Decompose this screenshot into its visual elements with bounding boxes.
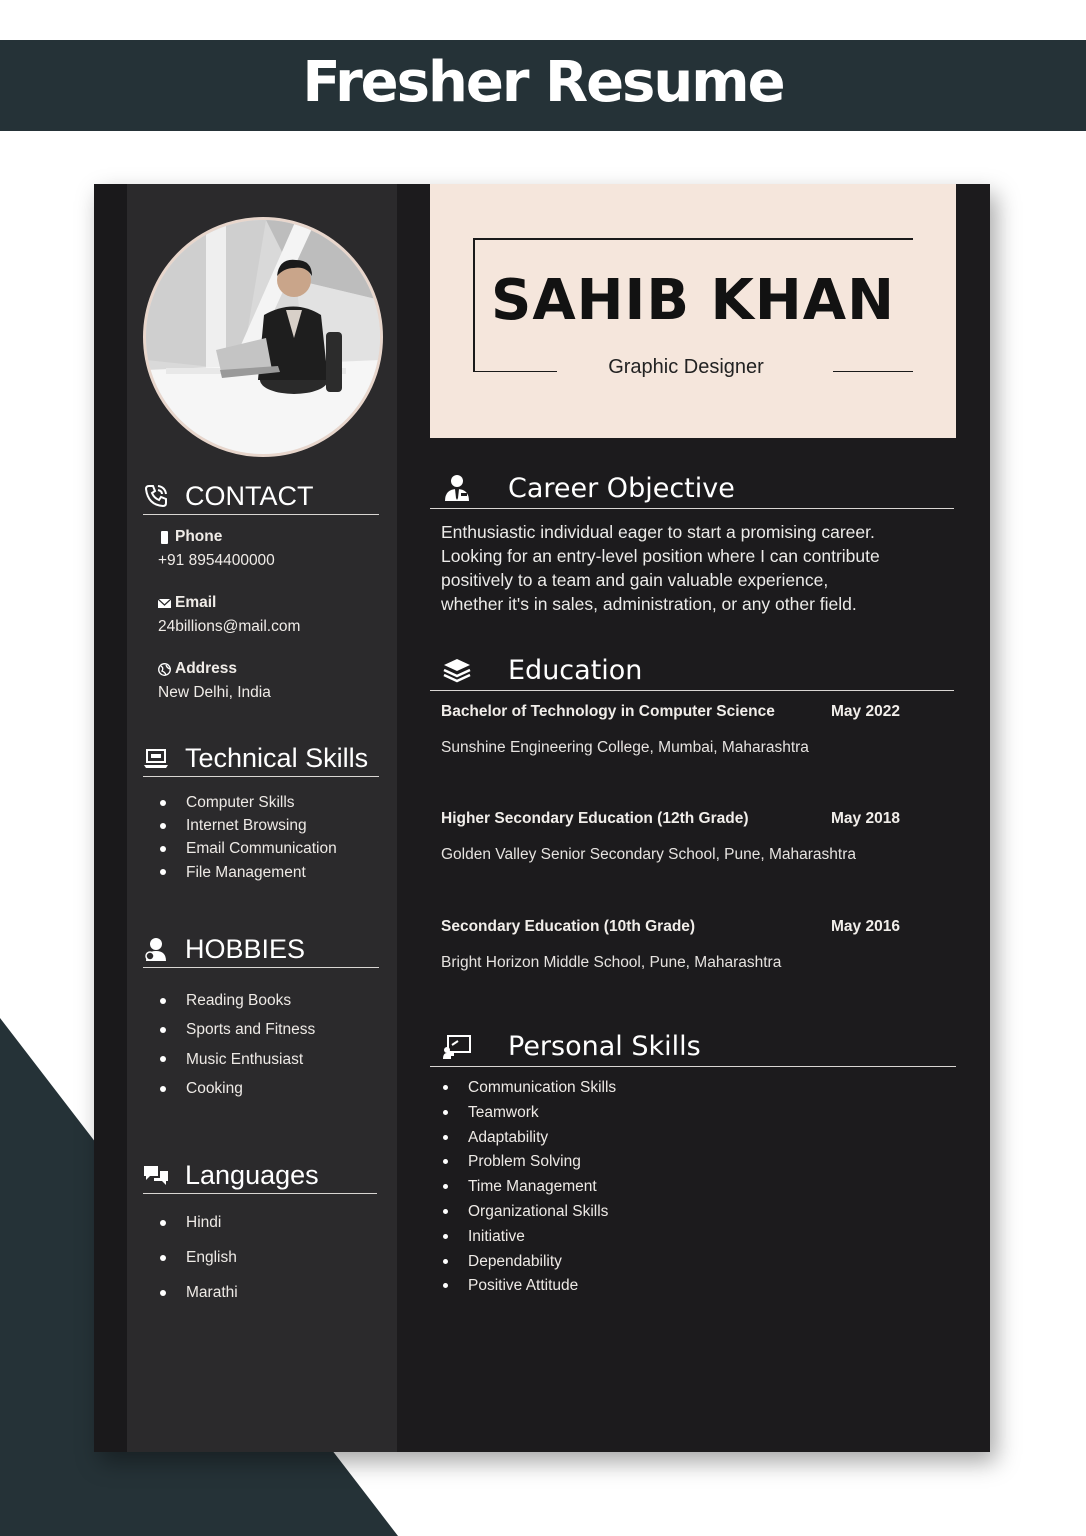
laptop-icon [143, 744, 173, 772]
objective-line: positively to a team and gain valuable experience, [441, 570, 829, 590]
objective-line: Looking for an entry-level position where I can contribute [441, 546, 880, 566]
contact-title: CONTACT [185, 480, 314, 511]
career-objective-text [441, 520, 941, 616]
personal-skills-title: Personal Skills [508, 1030, 701, 1062]
list-item: Email Communication [158, 837, 337, 860]
candidate-role: Graphic Designer [608, 356, 764, 378]
profile-photo [143, 217, 383, 457]
list-item: Sports and Fitness [158, 1015, 315, 1044]
education-date: May 2016 [831, 918, 900, 935]
contact-email [158, 594, 300, 636]
career-objective-heading [430, 468, 954, 509]
list-item: Music Enthusiast [158, 1045, 315, 1074]
personal-skills-list [440, 1077, 616, 1300]
phone-call-icon [143, 482, 173, 510]
contact-address [158, 660, 271, 702]
list-item: Initiative [440, 1226, 616, 1251]
list-item: Reading Books [158, 986, 315, 1015]
top-banner [0, 40, 1086, 131]
email-label: Email [175, 594, 217, 611]
technical-skills-title: Technical Skills [185, 742, 369, 773]
chat-bubbles-icon [143, 1161, 173, 1189]
candidate-name: SAHIB KHAN [490, 268, 896, 333]
hobbies-list [158, 986, 315, 1103]
list-item: Internet Browsing [158, 814, 337, 837]
books-stack-icon [442, 655, 482, 685]
address-value: New Delhi, India [158, 684, 271, 701]
resume-page [94, 184, 990, 1452]
languages-title: Languages [185, 1159, 319, 1190]
languages-list [158, 1205, 238, 1310]
education-heading [430, 650, 954, 691]
education-school: Golden Valley Senior Secondary School, Pune, Maharashtra [441, 846, 857, 863]
education-school: Sunshine Engineering College, Mumbai, Maharashtra [441, 739, 809, 756]
left-edge-strip [94, 184, 127, 1452]
technical-skills-list [158, 791, 337, 884]
education-degree: Bachelor of Technology in Computer Science [441, 703, 775, 720]
presentation-board-icon [442, 1031, 482, 1061]
education-degree: Higher Secondary Education (12th Grade) [441, 810, 749, 827]
phone-label: Phone [175, 528, 223, 545]
list-item: Hindi [158, 1205, 238, 1240]
education-date: May 2018 [831, 810, 900, 827]
mobile-icon [158, 531, 171, 544]
user-headset-icon [143, 935, 173, 963]
hobbies-heading [143, 931, 379, 968]
banner-title: Fresher Resume [302, 50, 784, 115]
list-item: Cooking [158, 1074, 315, 1103]
phone-value: +91 8954400000 [158, 552, 275, 569]
languages-heading [143, 1157, 377, 1194]
objective-line: whether it's in sales, administration, or any other field. [441, 594, 857, 614]
career-objective-title: Career Objective [508, 472, 735, 504]
name-frame [473, 238, 913, 378]
list-item: Marathi [158, 1275, 238, 1310]
address-label: Address [175, 660, 238, 677]
list-item: Teamwork [440, 1102, 616, 1127]
technical-skills-heading [143, 740, 379, 777]
list-item: English [158, 1240, 238, 1275]
education-school: Bright Horizon Middle School, Pune, Maharashtra [441, 954, 782, 971]
list-item: Communication Skills [440, 1077, 616, 1102]
list-item: Adaptability [440, 1127, 616, 1152]
education-title: Education [508, 654, 643, 686]
envelope-icon [158, 597, 171, 610]
list-item: Time Management [440, 1176, 616, 1201]
list-item: Organizational Skills [440, 1201, 616, 1226]
education-date: May 2022 [831, 703, 900, 720]
email-value: 24billions@mail.com [158, 618, 301, 635]
list-item: Positive Attitude [440, 1275, 616, 1300]
personal-skills-heading [430, 1026, 956, 1067]
globe-icon [158, 663, 171, 676]
list-item: File Management [158, 861, 337, 884]
education-degree: Secondary Education (10th Grade) [441, 918, 696, 935]
list-item: Dependability [440, 1251, 616, 1276]
user-tie-icon [442, 473, 482, 503]
list-item: Computer Skills [158, 791, 337, 814]
list-item: Problem Solving [440, 1151, 616, 1176]
objective-line: Enthusiastic individual eager to start a promising career. [441, 522, 875, 542]
contact-heading [143, 478, 379, 515]
hobbies-title: HOBBIES [185, 933, 306, 964]
contact-phone [158, 528, 275, 570]
